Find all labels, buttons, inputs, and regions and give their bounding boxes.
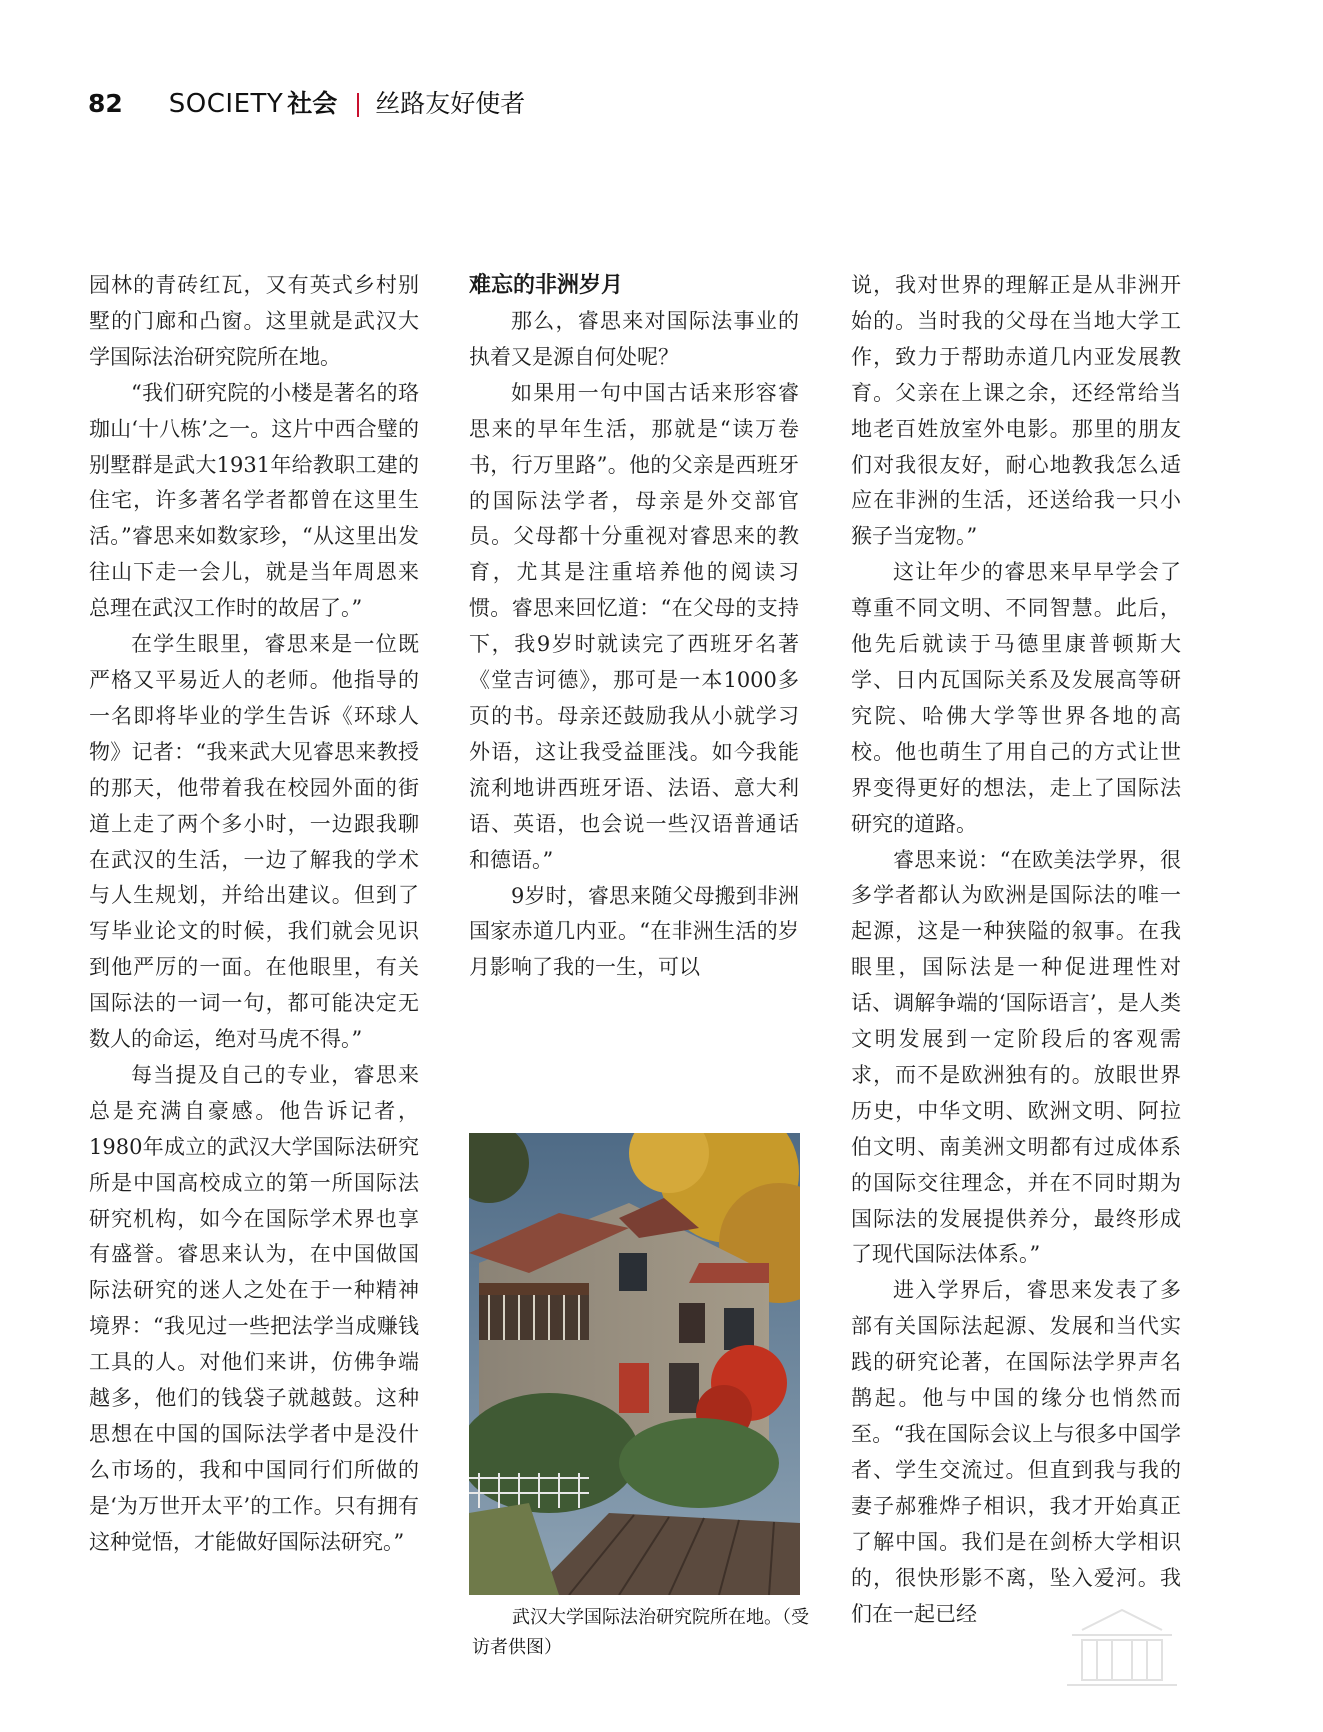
article-column-1 [89,268,419,1561]
paragraph: “我们研究院的小楼是著名的珞珈山‘十八栋’之一。这片中西合璧的别墅群是武大1931年给教职工建的住宅，许多著名学者都曾在这里生活。”睿思来如数家珍，“从这里出发往山下走一会儿，就是当年周恩来总理在武汉工作时的故居了。” [89,380,419,621]
page-number: 82 [88,89,123,118]
paragraph: 睿思来说：“在欧美法学界，很多学者都认为欧洲是国际法的唯一起源，这是一种狭隘的叙事。在我眼里，国际法是一种促进理性对话、调解争端的‘国际语言’，是人类文明发展到一定阶段后的客观需求，而不是欧洲独有的。放眼世界历史，中华文明、欧洲文明、阿拉伯文明、南美洲文明都有过成体系的国际交往理念，并在不同时期为国际法的发展提供养分，最终形成了现代国际法体系。” [851,847,1181,1267]
paragraph: 如果用一句中国古话来形容睿思来的早年生活，那就是“读万卷书，行万里路”。他的父亲是西班牙的国际法学者，母亲是外交部官员。父母都十分重视对睿思来的教育，尤其是注重培养他的阅读习惯。睿思来回忆道：“在父母的支持下，我9岁时就读完了西班牙名著《堂吉诃德》，那可是一本1000多页的书。母亲还鼓励我从小就学习外语，这让我受益匪浅。如今我能流利地讲西班牙语、法语、意大利语、英语，也会说一些汉语普通话和德语。” [469,380,799,872]
page-header [88,84,525,124]
paragraph: 那么，睿思来对国际法事业的执着又是源自何处呢？ [469,309,799,369]
paragraph: 说，我对世界的理解正是从非洲开始的。当时我的父母在当地大学工作，致力于帮助赤道几内亚发展教育。父亲在上课之余，还经常给当地老百姓放室外电影。那里的朋友们对我很友好，耐心地教我怎么适应在非洲的生活，还送给我一只小猴子当宠物。” [851,273,1181,549]
series-title: 丝路友好使者 [375,89,526,118]
paragraph: 9岁时，睿思来随父母搬到非洲国家赤道几内亚。“在非洲生活的岁月影响了我的一生，可以 [469,883,799,980]
paragraph: 园林的青砖红瓦，又有英式乡村别墅的门廊和凸窗。这里就是武汉大学国际法治研究院所在地。 [89,273,419,369]
article-column-2 [469,268,799,986]
article-column-3 [851,268,1181,1632]
section-subheading: 难忘的非洲岁月 [469,273,624,298]
photo-caption: 武汉大学国际法治研究院所在地。（受访者供图） [472,1607,809,1658]
building-photo [469,1133,800,1595]
header-separator [357,93,359,117]
section-name-zh: 社会 [287,89,338,118]
paragraph: 每当提及自己的专业，睿思来总是充满自豪感。他告诉记者，1980年成立的武汉大学国际法研究所是中国高校成立的第一所国际法研究机构，如今在国际学术界也享有盛誉。睿思来认为，在中国做国际法研究的迷人之处在于一种精神境界：“我见过一些把法学当成赚钱工具的人。对他们来讲，仿佛争端越多，他们的钱袋子就越鼓。这种思想在中国的国际法学者中是没什么市场的，我和中国同行们所做的是‘为万世开太平’的工作。只有拥有这种觉悟，才能做好国际法研究。” [89,1062,419,1554]
section-name-en: SOCIETY [168,89,284,119]
paragraph: 这让年少的睿思来早早学会了尊重不同文明、不同智慧。此后，他先后就读于马德里康普顿斯大学、日内瓦国际关系及发展高等研究院、哈佛大学等世界各地的高校。他也萌生了用自己的方式让世界变得更好的想法，走上了国际法研究的道路。 [851,560,1181,836]
paragraph: 进入学界后，睿思来发表了多部有关国际法起源、发展和当代实践的研究论著，在国际法学界声名鹊起。他与中国的缘分也悄然而至。“我在国际会议上与很多中国学者、学生交流过。但直到我与我的妻子郝雅烨子相识，我才开始真正了解中国。我们是在剑桥大学相识的，很快形影不离，坠入爱河。我们在一起已经 [851,1278,1181,1626]
watermark-building-icon [1062,1590,1182,1700]
paragraph: 在学生眼里，睿思来是一位既严格又平易近人的老师。他指导的一名即将毕业的学生告诉《环球人物》记者：“我来武大见睿思来教授的那天，他带着我在校园外面的街道上走了两个多小时，一边跟我聊在武汉的生活，一边了解我的学术与人生规划，并给出建议。但到了写毕业论文的时候，我们就会见识到他严厉的一面。在他眼里，有关国际法的一词一句，都可能决定无数人的命运，绝对马虎不得。” [89,632,419,1052]
